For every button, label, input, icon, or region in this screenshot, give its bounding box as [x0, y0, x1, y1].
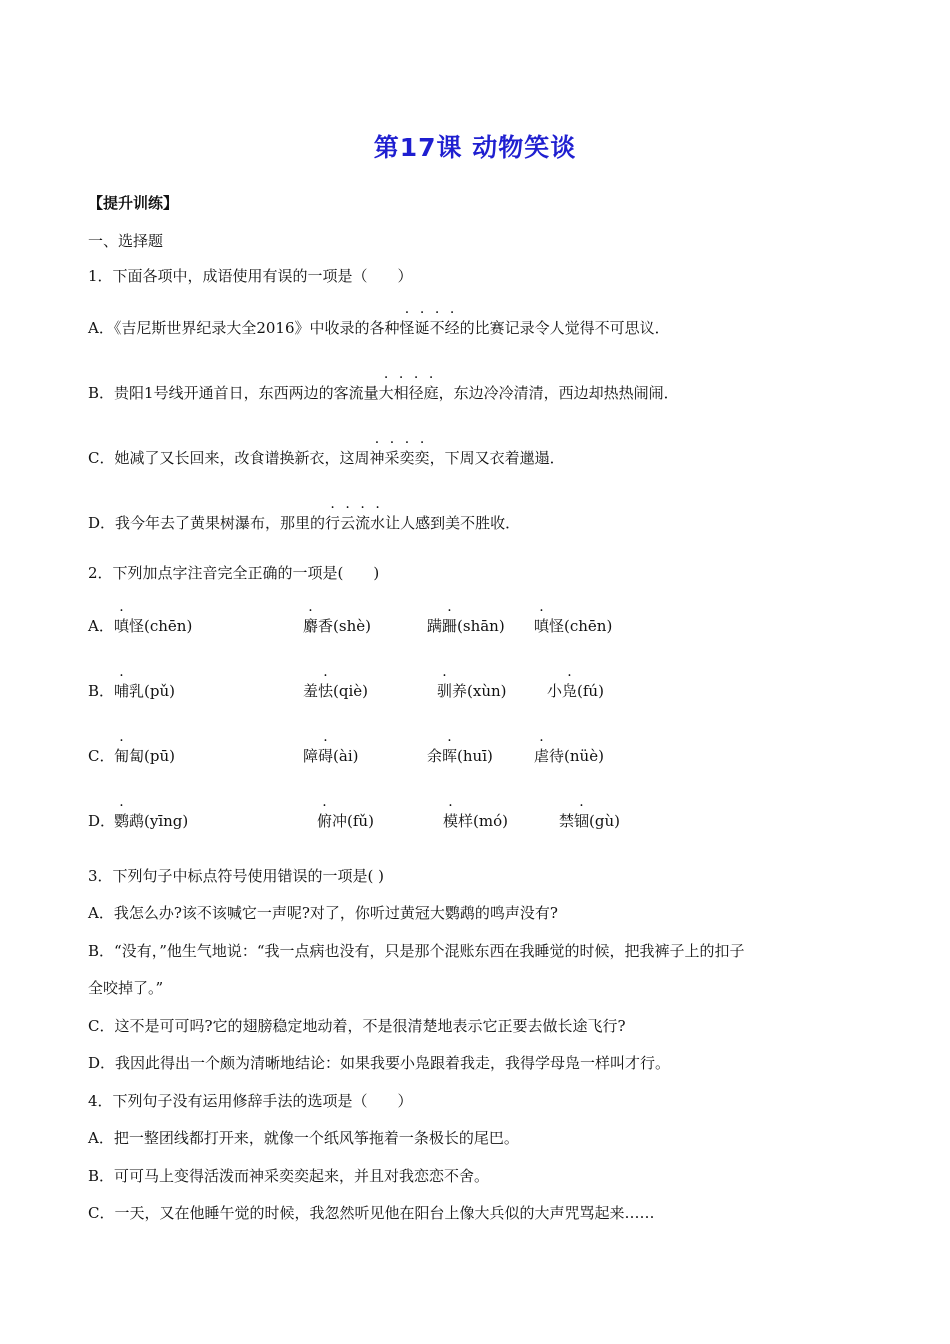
dotted-char: 麝: [303, 617, 319, 635]
option-label: D．: [88, 514, 116, 532]
question-1-option: [88, 513, 520, 533]
question-2-option: [88, 746, 788, 768]
pinyin-item: [443, 811, 508, 831]
pinyin-item: [114, 681, 175, 701]
word-pinyin: (ài): [333, 747, 359, 765]
dotted-char: 诞: [414, 319, 430, 337]
option-text: 她减了又长回来，改食谱换新衣，这周: [114, 449, 370, 467]
question-2-option: [88, 616, 788, 638]
dotted-char: 怯: [318, 682, 334, 700]
option-text: 我今年去了黄果树瀑布，那里的: [115, 514, 326, 532]
dotted-char: 晖: [442, 747, 458, 765]
word-pinyin: (huī): [457, 747, 493, 765]
dotted-char: 俯: [317, 812, 333, 830]
option-label: C．: [88, 449, 115, 467]
dotted-char: 嗔: [114, 617, 130, 635]
dotted-char: 锢: [574, 812, 590, 830]
dotted-char: 碍: [318, 747, 334, 765]
question-2-option: [88, 681, 788, 703]
dotted-char: 驯: [437, 682, 453, 700]
question-4-option-a: A．把一整团线都打开来，就像一个纸风筝拖着一条极长的尾巴。: [88, 1129, 519, 1147]
word-pinyin: 乳(pǔ): [129, 682, 175, 700]
word-char: 蹒: [427, 617, 443, 635]
option-label: A．: [88, 617, 114, 635]
word-char: 余: [427, 747, 443, 765]
question-1-stem: 1．下面各项中，成语使用有误的一项是（ ）: [88, 267, 413, 285]
option-label: C．: [88, 747, 115, 765]
dotted-char: 哺: [114, 682, 130, 700]
word-char: 障: [303, 747, 319, 765]
pinyin-item: [114, 616, 192, 636]
question-4-option-b: B．可可马上变得活泼而神采奕奕起来，并且对我恋恋不舍。: [88, 1167, 490, 1185]
question-3-stem: 3．下列句子中标点符号使用错误的一项是( ): [88, 867, 385, 885]
page-title: 第17课 动物笑谈: [373, 133, 577, 162]
word-pinyin: (gù): [589, 812, 620, 830]
option-text: ，东边冷冷清清，西边却热热闹闹．: [438, 384, 679, 402]
pinyin-item: [114, 746, 175, 766]
dotted-char: 嗔: [534, 617, 550, 635]
pinyin-item: [534, 616, 612, 636]
option-label: B．: [88, 384, 115, 402]
option-label: B．: [88, 682, 115, 700]
dotted-char: 行: [325, 514, 341, 532]
option-label: A．: [88, 319, 114, 337]
word-pinyin: (qiè): [333, 682, 369, 700]
word-pinyin: 怪(chēn): [549, 617, 613, 635]
dotted-char: 不: [429, 319, 445, 337]
dotted-char: 模: [443, 812, 459, 830]
dotted-char: 跚: [442, 617, 458, 635]
dotted-char: 虐: [534, 747, 550, 765]
word-char: 禁: [559, 812, 575, 830]
word-char: 小: [547, 682, 563, 700]
option-text: 贵阳1号线开通首日，东西两边的客流量: [114, 384, 379, 402]
dotted-char: 大: [378, 384, 394, 402]
dotted-char: 流: [355, 514, 371, 532]
dotted-char: 云: [340, 514, 356, 532]
dotted-char: 庭: [423, 384, 439, 402]
question-3-option-d: D．我因此得出一个颇为清晰地结论：如果我要小凫跟着我走，我得学母凫一样叫才行。: [88, 1054, 671, 1072]
dotted-char: 怪: [399, 319, 415, 337]
option-text: ，下周又衣着邋遢．: [429, 449, 565, 467]
pinyin-item: [303, 681, 368, 701]
dotted-char: 神: [369, 449, 385, 467]
word-pinyin: 怪(chēn): [129, 617, 193, 635]
pinyin-item: [559, 811, 620, 831]
option-label: D．: [88, 812, 116, 830]
dotted-char: 凫: [562, 682, 578, 700]
dotted-char: 奕: [399, 449, 415, 467]
question-2-option: [88, 811, 788, 833]
word-pinyin: 香(shè): [318, 617, 371, 635]
pinyin-item: [303, 746, 358, 766]
question-4-option-c: C．一天，又在他睡午觉的时候，我忽然听见他在阳台上像大兵似的大声咒骂起来……: [88, 1204, 655, 1222]
question-3-option-a: A．我怎么办?该不该喊它一声呢?对了，你听过黄冠大鹦鹉的鸣声没有?: [88, 904, 558, 922]
pinyin-item: [437, 681, 507, 701]
question-3-option-b-cont: 全咬掉了。”: [88, 979, 164, 997]
dotted-char: 采: [384, 449, 400, 467]
part-heading: 一、选择题: [88, 232, 164, 250]
pinyin-item: [317, 811, 374, 831]
pinyin-item: [303, 616, 371, 636]
pinyin-item: [114, 811, 188, 831]
dotted-char: 径: [408, 384, 424, 402]
question-1-option: [88, 318, 670, 338]
dotted-char: 鹦: [114, 812, 130, 830]
word-pinyin: (shān): [457, 617, 505, 635]
dotted-char: 经: [444, 319, 460, 337]
pinyin-item: [534, 746, 604, 766]
dotted-char: 匍: [114, 747, 130, 765]
option-text: 《吉尼斯世界纪录大全2016》中收录的各种: [113, 319, 400, 337]
question-3-option-c: C．这不是可可吗?它的翅膀稳定地动着，不是很清楚地表示它正要去做长途飞行?: [88, 1017, 626, 1035]
word-pinyin: 样(mó): [458, 812, 508, 830]
question-1-option: [88, 448, 565, 468]
word-char: 羞: [303, 682, 319, 700]
option-text: 的比赛记录令人觉得不可思议．: [459, 319, 670, 337]
pinyin-item: [547, 681, 604, 701]
option-text: 让人感到美不胜收．: [385, 514, 521, 532]
word-pinyin: 待(nüè): [549, 747, 604, 765]
word-pinyin: 养(xùn): [452, 682, 507, 700]
question-2-stem: 2．下列加点字注音完全正确的一项是( ): [88, 564, 380, 582]
pinyin-item: [427, 746, 493, 766]
word-pinyin: 匐(pū): [129, 747, 175, 765]
section-header: 【提升训练】: [88, 194, 179, 212]
word-pinyin: 鹉(yīng): [129, 812, 189, 830]
question-3-option-b: B．“没有，”他生气地说：“我一点病也没有，只是那个混账东西在我睡觉的时候，把我裤子上的扣子: [88, 942, 745, 960]
question-1-option: [88, 383, 679, 403]
question-4-stem: 4．下列句子没有运用修辞手法的选项是（ ）: [88, 1092, 413, 1110]
dotted-char: 相: [393, 384, 409, 402]
word-pinyin: 冲(fǔ): [332, 812, 374, 830]
dotted-char: 水: [370, 514, 386, 532]
word-pinyin: (fú): [577, 682, 604, 700]
dotted-char: 奕: [414, 449, 430, 467]
pinyin-item: [427, 616, 505, 636]
